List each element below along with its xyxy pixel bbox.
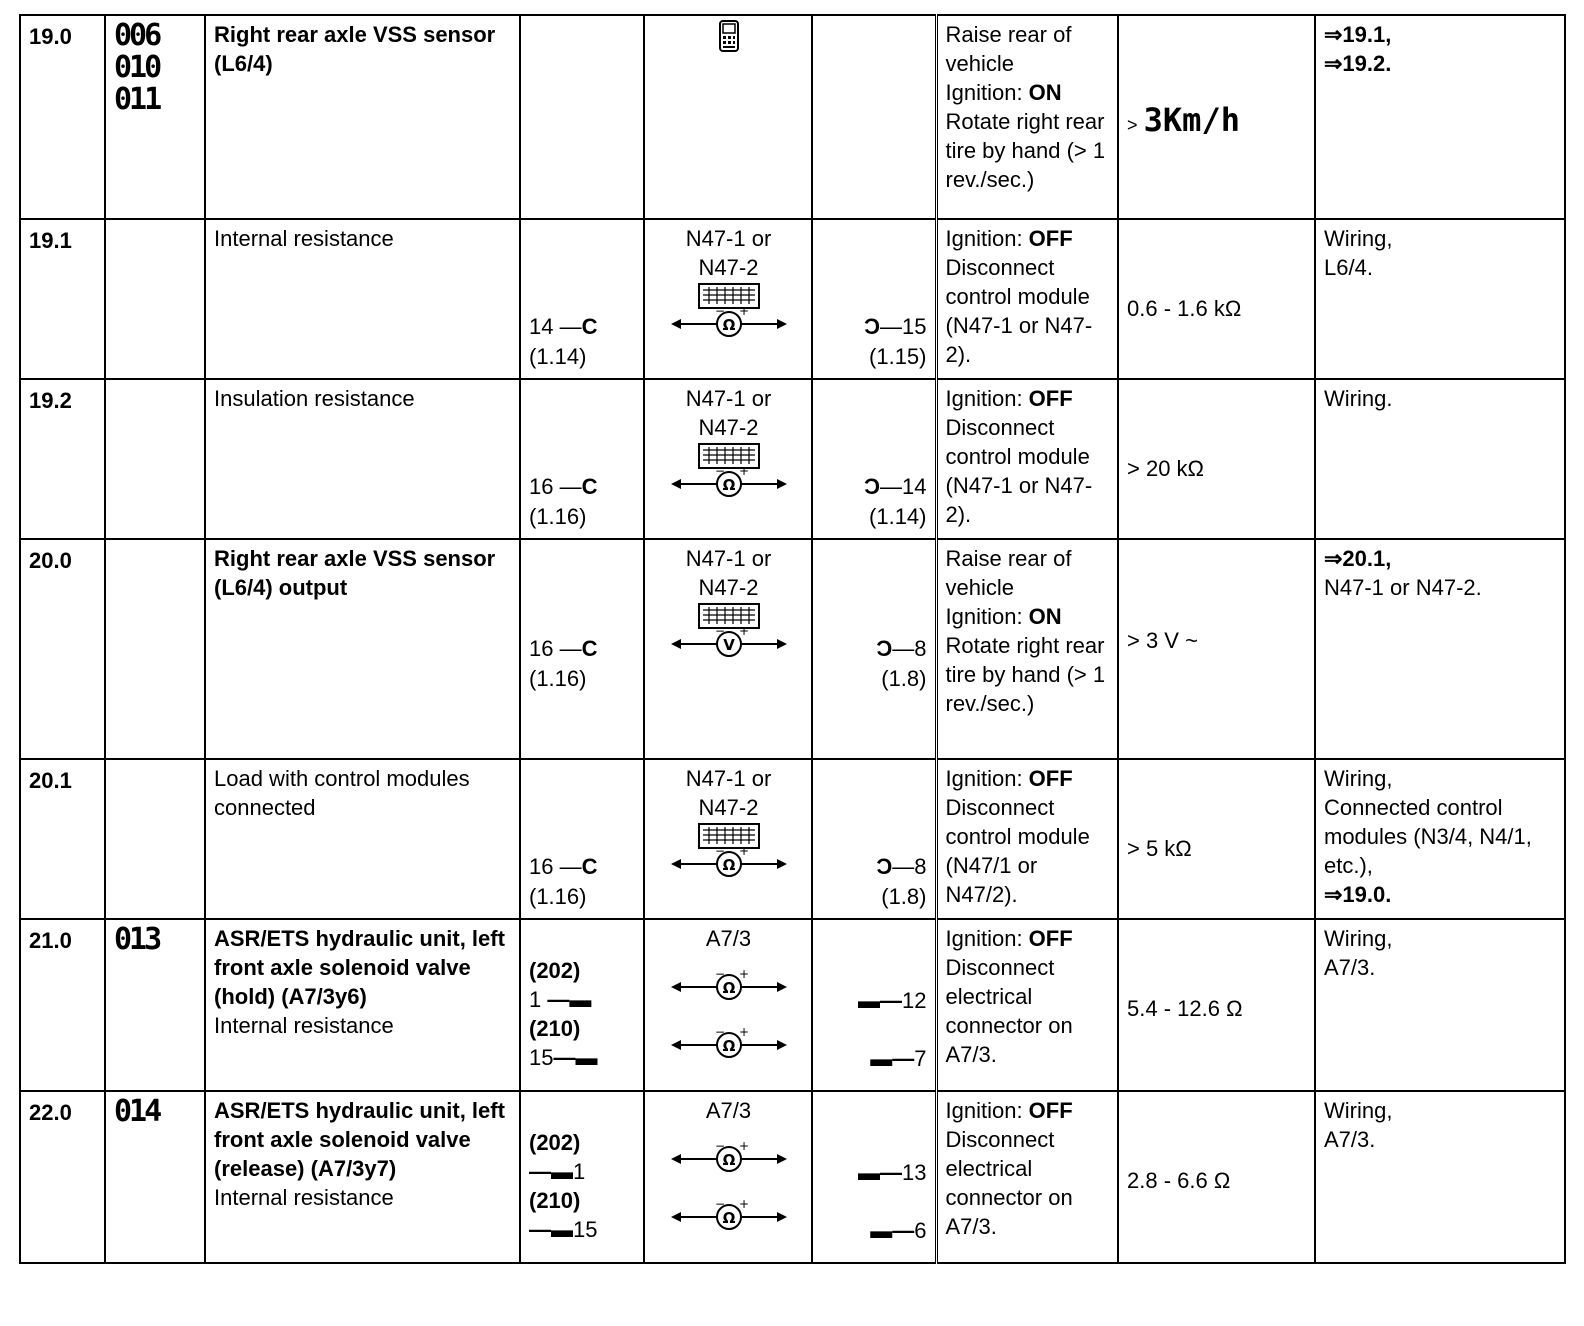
ohmmeter-icon	[669, 442, 789, 500]
condition-line: Raise rear of vehicle	[945, 546, 1072, 600]
table-row	[20, 1091, 1565, 1263]
pin-left-cell	[520, 379, 644, 539]
remedy	[1315, 1091, 1565, 1263]
test-description	[205, 219, 520, 379]
fault-codes	[105, 1091, 205, 1263]
condition-line: Disconnect control module (N47-1 or N47-2).	[945, 415, 1093, 527]
ohmmeter-icon	[669, 1191, 789, 1239]
condition-line: Ignition: OFF	[945, 1098, 1073, 1123]
probe-left-icon: —C	[559, 314, 598, 339]
pin-left-cell	[520, 759, 644, 919]
test-condition	[936, 539, 1118, 759]
pin-sub: (1.16)	[529, 884, 587, 909]
svg-text:−: −	[714, 1197, 725, 1211]
pin-number: 16	[529, 854, 554, 879]
meter-cell	[644, 15, 812, 219]
remedy-text: N47-1 or N47-2.	[1324, 575, 1482, 600]
meter-cell	[644, 219, 812, 379]
pin-sub: (1.14)	[529, 344, 587, 369]
step-number: 19.0	[20, 15, 105, 219]
remedy-text: Wiring,	[1324, 226, 1393, 251]
remedy	[1315, 539, 1565, 759]
fault-codes	[105, 15, 205, 219]
nominal-text: > 5 kΩ	[1127, 836, 1192, 861]
nominal-value	[1118, 379, 1315, 539]
step-number: 20.0	[20, 539, 105, 759]
remedy	[1315, 919, 1565, 1091]
pin-number: 15	[902, 314, 927, 339]
pin-number: 1	[529, 987, 542, 1012]
svg-text:+: +	[738, 464, 749, 478]
pin-right-cell	[812, 759, 936, 919]
remedy	[1315, 219, 1565, 379]
nominal-text: 0.6 - 1.6 kΩ	[1127, 296, 1242, 321]
voltmeter-icon	[669, 602, 789, 660]
test-description	[205, 15, 520, 219]
ohmmeter-icon	[669, 961, 789, 1009]
svg-text:−: −	[714, 1139, 725, 1153]
svg-text:Ω: Ω	[722, 1151, 735, 1169]
pin-bar-icon: ▬—	[858, 1160, 903, 1185]
connector-number: (210)	[529, 1016, 581, 1041]
pin-left-cell	[520, 219, 644, 379]
pin-sub: (1.14)	[869, 504, 927, 529]
pin-right-cell	[812, 1091, 936, 1263]
pin-number: 13	[902, 1160, 927, 1185]
connector-name: N47-1 or N47-2	[685, 226, 772, 280]
component-title: ASR/ETS hydraulic unit, left front axle solenoid valve (hold) (A7/3y6)	[214, 926, 505, 1009]
connector-number: (202)	[529, 958, 581, 983]
pin-bar-icon: ▬—	[870, 1218, 915, 1243]
svg-text:V: V	[722, 636, 735, 654]
connector-number: (210)	[529, 1188, 581, 1213]
test-subtitle: Internal resistance	[214, 226, 394, 251]
remedy-link[interactable]: ⇒19.1,	[1324, 22, 1392, 47]
pin-right-cell	[812, 539, 936, 759]
probe-right-icon: Ɔ—	[864, 314, 903, 339]
table-row	[20, 919, 1565, 1091]
step-number: 22.0	[20, 1091, 105, 1263]
fault-codes	[105, 219, 205, 379]
pin-number: 16	[529, 636, 554, 661]
condition-line: Disconnect control module (N47-1 or N47-2).	[945, 255, 1093, 367]
connector-name: A7/3	[705, 1098, 752, 1123]
condition-line: Raise rear of vehicle	[945, 22, 1072, 76]
table-row	[20, 759, 1565, 919]
test-subtitle: Insulation resistance	[214, 386, 415, 411]
svg-text:+: +	[738, 624, 749, 638]
remedy-text: Wiring,	[1324, 1098, 1393, 1123]
connector-name: N47-1 or N47-2	[685, 546, 772, 600]
pin-left-cell	[520, 539, 644, 759]
nominal-value	[1118, 15, 1315, 219]
pin-bar-icon: —▬	[553, 1045, 598, 1070]
pin-right-cell	[812, 919, 936, 1091]
remedy	[1315, 379, 1565, 539]
component-title: Right rear axle VSS sensor (L6/4)	[214, 22, 496, 76]
connector-name: A7/3	[705, 926, 752, 951]
pin-sub: (1.8)	[881, 666, 927, 691]
meter-cell	[644, 379, 812, 539]
svg-text:−: −	[714, 1025, 725, 1039]
meter-cell	[644, 759, 812, 919]
test-condition	[936, 219, 1118, 379]
svg-text:Ω: Ω	[722, 1209, 735, 1227]
pin-right-cell	[812, 379, 936, 539]
condition-line: Rotate right rear tire by hand (> 1 rev./sec.)	[945, 109, 1106, 192]
component-title: Right rear axle VSS sensor (L6/4) output	[214, 546, 496, 600]
remedy-text: A7/3.	[1324, 955, 1376, 980]
condition-line: Ignition: OFF	[945, 386, 1073, 411]
svg-text:Ω: Ω	[722, 316, 735, 334]
test-subtitle: Load with control modules connected	[214, 766, 470, 820]
svg-text:Ω: Ω	[722, 476, 735, 494]
svg-text:+: +	[738, 1025, 749, 1039]
nominal-value	[1118, 759, 1315, 919]
connector-number: (202)	[529, 1130, 581, 1155]
pin-sub: (1.15)	[869, 344, 927, 369]
connector-name: N47-1 or N47-2	[685, 766, 772, 820]
nominal-value	[1118, 219, 1315, 379]
nominal-value	[1118, 919, 1315, 1091]
nominal-text: 5.4 - 12.6 Ω	[1127, 996, 1243, 1021]
table-row	[20, 539, 1565, 759]
pin-number: 15	[529, 1045, 554, 1070]
condition-line: Rotate right rear tire by hand (> 1 rev./sec.)	[945, 633, 1106, 716]
probe-left-icon: —C	[559, 854, 598, 879]
test-description	[205, 759, 520, 919]
nominal-prefix: >	[1127, 115, 1138, 135]
fault-code: 013	[114, 922, 160, 957]
test-condition	[936, 1091, 1118, 1263]
test-condition	[936, 759, 1118, 919]
test-step-table	[19, 14, 1564, 1264]
pin-bar-icon: —▬	[529, 1159, 573, 1184]
remedy-text: L6/4.	[1324, 255, 1373, 280]
table-row	[20, 219, 1565, 379]
remedy-link[interactable]: ⇒19.2.	[1324, 51, 1392, 76]
ohmmeter-icon	[669, 1019, 789, 1067]
probe-right-icon: Ɔ—	[864, 474, 903, 499]
pin-right-cell	[812, 15, 936, 219]
step-number: 19.1	[20, 219, 105, 379]
remedy-text: Connected control modules (N3/4, N4/1, etc.),	[1324, 795, 1532, 878]
probe-right-icon: Ɔ—	[876, 636, 915, 661]
component-title: ASR/ETS hydraulic unit, left front axle solenoid valve (release) (A7/3y7)	[214, 1098, 505, 1181]
connector-name: N47-1 or N47-2	[685, 386, 772, 440]
pin-number: 14	[529, 314, 554, 339]
pin-number: 12	[902, 988, 927, 1013]
fault-codes	[105, 919, 205, 1091]
svg-text:Ω: Ω	[722, 979, 735, 997]
condition-line: Ignition: ON	[945, 80, 1062, 105]
test-condition	[936, 379, 1118, 539]
remedy-text: Wiring,	[1324, 766, 1393, 791]
test-description	[205, 379, 520, 539]
nominal-text: > 20 kΩ	[1127, 456, 1204, 481]
fault-code: 011	[114, 82, 160, 117]
pin-number: 6	[914, 1218, 927, 1243]
pin-sub: (1.8)	[881, 884, 927, 909]
remedy-link[interactable]: ⇒20.1,	[1324, 546, 1392, 571]
meter-cell	[644, 919, 812, 1091]
svg-text:+: +	[738, 967, 749, 981]
pin-bar-icon: ▬—	[870, 1046, 915, 1071]
fault-code: 010	[114, 50, 160, 85]
svg-text:−: −	[714, 304, 725, 318]
test-description	[205, 1091, 520, 1263]
svg-text:+: +	[738, 304, 749, 318]
pin-right-cell	[812, 219, 936, 379]
test-description	[205, 919, 520, 1091]
probe-left-icon: —C	[559, 474, 598, 499]
pin-bar-icon: ▬—	[858, 988, 903, 1013]
speed-display: 3Km/h	[1143, 101, 1240, 139]
meter-cell	[644, 1091, 812, 1263]
fault-codes	[105, 539, 205, 759]
table-row	[20, 379, 1565, 539]
pin-left-cell	[520, 1091, 644, 1263]
pin-number: 15	[573, 1217, 598, 1242]
condition-line: Disconnect electrical connector on A7/3.	[945, 1127, 1073, 1239]
svg-text:+: +	[738, 1139, 749, 1153]
scan-tool-icon	[718, 20, 740, 52]
pin-number: 8	[914, 854, 927, 879]
condition-line: Ignition: OFF	[945, 226, 1073, 251]
svg-text:+: +	[738, 1197, 749, 1211]
condition-line: Ignition: OFF	[945, 926, 1073, 951]
test-condition	[936, 919, 1118, 1091]
test-description	[205, 539, 520, 759]
pin-number: 1	[573, 1159, 586, 1184]
remedy-link[interactable]: ⇒19.0.	[1324, 882, 1392, 907]
step-number: 21.0	[20, 919, 105, 1091]
condition-line: Disconnect electrical connector on A7/3.	[945, 955, 1073, 1067]
fault-codes	[105, 759, 205, 919]
probe-right-icon: Ɔ—	[876, 854, 915, 879]
svg-text:+: +	[738, 844, 749, 858]
fault-code: 006	[114, 18, 160, 53]
ohmmeter-icon	[669, 822, 789, 880]
pin-number: 8	[914, 636, 927, 661]
pin-left-cell	[520, 15, 644, 219]
test-subtitle: Internal resistance	[214, 1185, 394, 1210]
step-number: 20.1	[20, 759, 105, 919]
svg-text:Ω: Ω	[722, 1037, 735, 1055]
ohmmeter-icon	[669, 282, 789, 340]
remedy	[1315, 759, 1565, 919]
pin-left-cell	[520, 919, 644, 1091]
remedy	[1315, 15, 1565, 219]
svg-text:−: −	[714, 464, 725, 478]
pin-sub: (1.16)	[529, 666, 587, 691]
svg-text:Ω: Ω	[722, 856, 735, 874]
meter-cell	[644, 539, 812, 759]
nominal-value	[1118, 1091, 1315, 1263]
fault-code: 014	[114, 1094, 160, 1129]
nominal-text: 2.8 - 6.6 Ω	[1127, 1168, 1231, 1193]
svg-text:−: −	[714, 844, 725, 858]
pin-number: 7	[914, 1046, 927, 1071]
condition-line: Ignition: ON	[945, 604, 1062, 629]
pin-bar-icon: —▬	[547, 987, 592, 1012]
condition-line: Disconnect control module (N47/1 or N47/2).	[945, 795, 1090, 907]
probe-left-icon: —C	[559, 636, 598, 661]
table-row	[20, 15, 1565, 219]
remedy-text: Wiring.	[1324, 386, 1393, 411]
svg-text:−: −	[714, 624, 725, 638]
ohmmeter-icon	[669, 1133, 789, 1181]
remedy-text: A7/3.	[1324, 1127, 1376, 1152]
test-subtitle: Internal resistance	[214, 1013, 394, 1038]
step-number: 19.2	[20, 379, 105, 539]
pin-bar-icon: —▬	[529, 1217, 573, 1242]
nominal-text: > 3 V ~	[1127, 628, 1198, 653]
test-condition	[936, 15, 1118, 219]
pin-number: 14	[902, 474, 927, 499]
svg-text:−: −	[714, 967, 725, 981]
pin-sub: (1.16)	[529, 504, 587, 529]
nominal-value	[1118, 539, 1315, 759]
remedy-text: Wiring,	[1324, 926, 1393, 951]
fault-codes	[105, 379, 205, 539]
pin-number: 16	[529, 474, 554, 499]
condition-line: Ignition: OFF	[945, 766, 1073, 791]
